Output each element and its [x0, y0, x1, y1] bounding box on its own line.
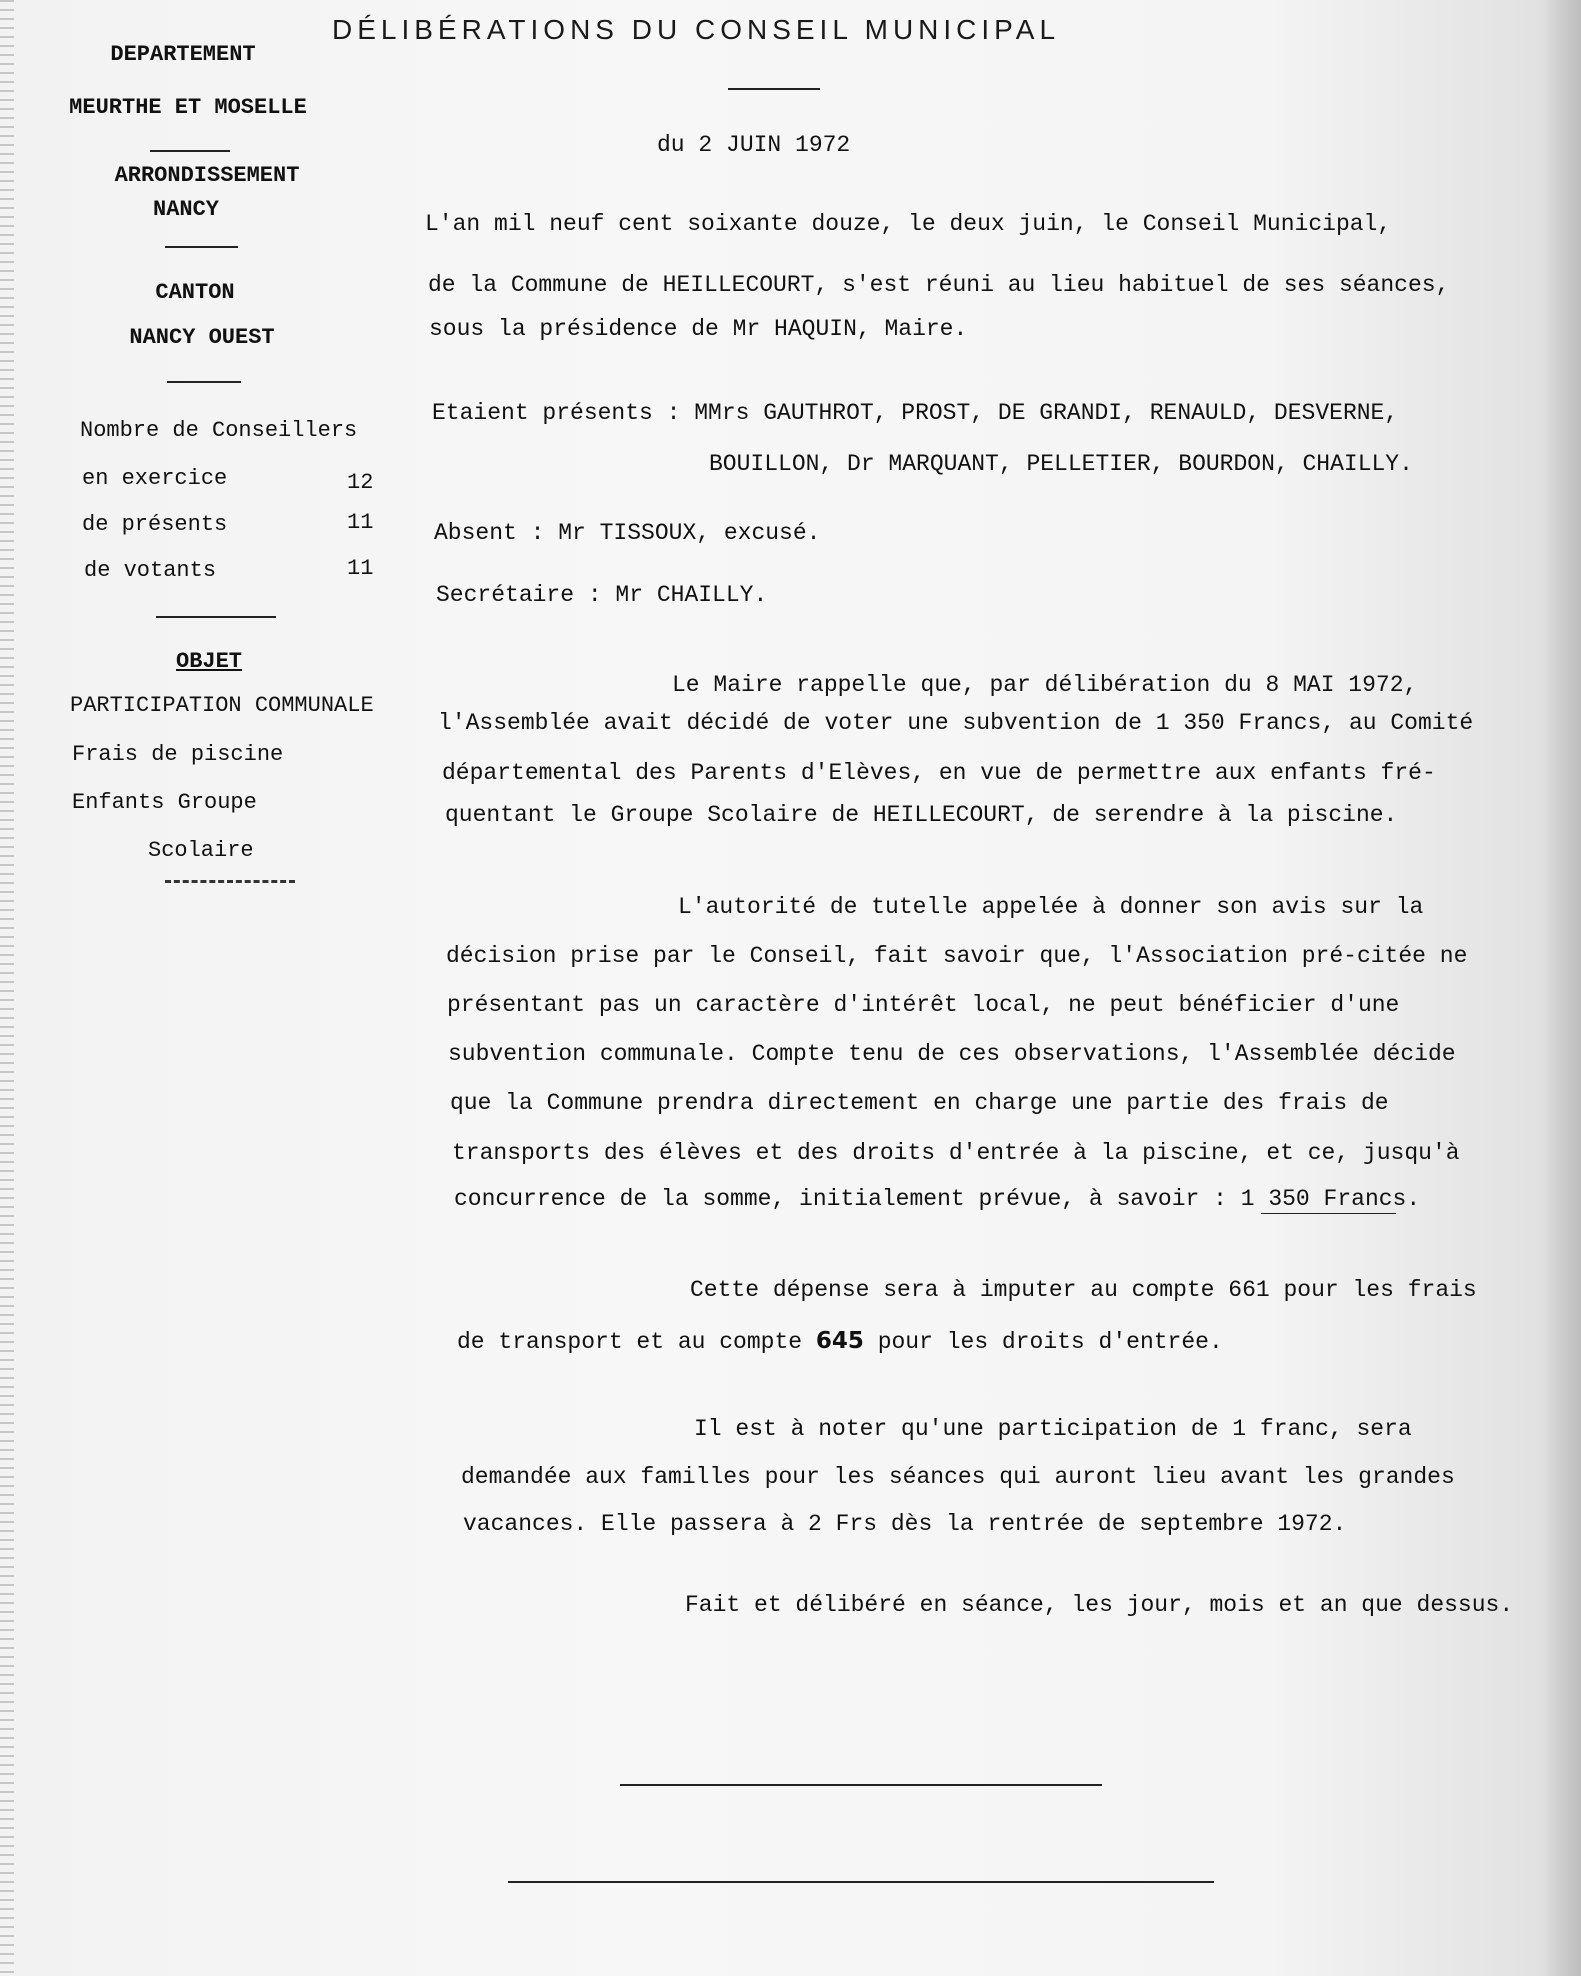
- objet-line: PARTICIPATION COMMUNALE: [70, 693, 374, 718]
- presents-line: Etaient présents : MMrs GAUTHROT, PROST, DE GRANDI, RENAULD, DESVERNE,: [432, 400, 1399, 426]
- perforated-edge: [0, 0, 14, 1976]
- paragraph-line: présentant pas un caractère d'intérêt local, ne peut bénéficier d'une: [447, 992, 1400, 1018]
- paragraph-line: L'autorité de tutelle appelée à donner son avis sur la: [678, 894, 1424, 920]
- paragraph-line: concurrence de la somme, initialement prévue, à savoir : 1 350 Francs.: [454, 1186, 1421, 1212]
- page-shadow-edge: [1548, 0, 1581, 1976]
- count-value: 11: [347, 556, 374, 581]
- amount-underline: [1261, 1213, 1396, 1214]
- handwritten-account-number: 645: [815, 1328, 864, 1354]
- signature-line: [508, 1881, 1214, 1883]
- absent-line: Absent : Mr TISSOUX, excusé.: [434, 520, 821, 546]
- paragraph-line: vacances. Elle passera à 2 Frs dès la rentrée de septembre 1972.: [463, 1511, 1347, 1537]
- departement-label: DEPARTEMENT: [110, 42, 256, 67]
- paragraph-line: transports des élèves et des droits d'entrée à la piscine, et ce, jusqu'à: [452, 1140, 1460, 1166]
- paragraph-line: Cette dépense sera à imputer au compte 661 pour les frais: [690, 1277, 1477, 1303]
- end-divider: [165, 880, 295, 883]
- closing-line: Fait et délibéré en séance, les jour, mois et an que dessus.: [685, 1592, 1514, 1618]
- intro-line: L'an mil neuf cent soixante douze, le deux juin, le Conseil Municipal,: [425, 211, 1392, 237]
- objet-line: Enfants Groupe: [72, 790, 257, 815]
- canton-value: NANCY OUEST: [129, 325, 275, 350]
- signature-line: [620, 1784, 1102, 1786]
- arrondissement-label: ARRONDISSEMENT: [114, 163, 300, 188]
- count-value: 11: [347, 510, 374, 535]
- paragraph-line: décision prise par le Conseil, fait savoir que, l'Association pré-citée ne: [446, 943, 1468, 969]
- divider: [156, 616, 276, 618]
- paragraph-fragment: pour les droits d'entrée.: [877, 1329, 1223, 1355]
- divider: [165, 246, 238, 248]
- secretaire-line: Secrétaire : Mr CHAILLY.: [436, 582, 768, 608]
- paragraph-line: [457, 1330, 1223, 1354]
- paragraph-line: départemental des Parents d'Elèves, en vue de permettre aux enfants fré-: [442, 760, 1436, 786]
- divider: [150, 150, 230, 152]
- count-label: en exercice: [82, 466, 228, 491]
- objet-line: Scolaire: [148, 838, 254, 863]
- conseillers-title: Nombre de Conseillers: [80, 418, 358, 443]
- count-label: de présents: [82, 512, 228, 537]
- departement-value: MEURTHE ET MOSELLE: [69, 95, 307, 120]
- document-title: DÉLIBÉRATIONS DU CONSEIL MUNICIPAL: [332, 14, 1061, 45]
- paragraph-line: que la Commune prendra directement en charge une partie des frais de: [450, 1090, 1389, 1116]
- divider: [167, 381, 241, 383]
- intro-line: de la Commune de HEILLECOURT, s'est réuni au lieu habituel de ses séances,: [428, 272, 1450, 298]
- paragraph-line: Le Maire rappelle que, par délibération du 8 MAI 1972,: [672, 672, 1418, 698]
- paragraph-line: demandée aux familles pour les séances qui auront lieu avant les grandes: [461, 1464, 1455, 1490]
- title-underline: [728, 88, 820, 90]
- presents-line: BOUILLON, Dr MARQUANT, PELLETIER, BOURDON, CHAILLY.: [709, 451, 1413, 477]
- count-label: de votants: [84, 558, 217, 583]
- paragraph-fragment: de transport et au compte: [457, 1329, 803, 1355]
- objet-label: OBJET: [175, 649, 243, 674]
- paragraph-line: l'Assemblée avait décidé de voter une subvention de 1 350 Francs, au Comité: [438, 710, 1474, 736]
- paragraph-line: subvention communale. Compte tenu de ces observations, l'Assemblée décide: [448, 1041, 1456, 1067]
- intro-line: sous la présidence de Mr HAQUIN, Maire.: [429, 316, 968, 342]
- count-value: 12: [347, 470, 374, 495]
- paragraph-line: quentant le Groupe Scolaire de HEILLECOURT, de serendre à la piscine.: [445, 802, 1398, 828]
- canton-label: CANTON: [155, 280, 235, 305]
- paragraph-line: Il est à noter qu'une participation de 1 franc, sera: [694, 1416, 1412, 1442]
- objet-line: Frais de piscine: [72, 742, 284, 767]
- arrondissement-value: NANCY: [152, 197, 220, 222]
- session-date: du 2 JUIN 1972: [657, 132, 851, 158]
